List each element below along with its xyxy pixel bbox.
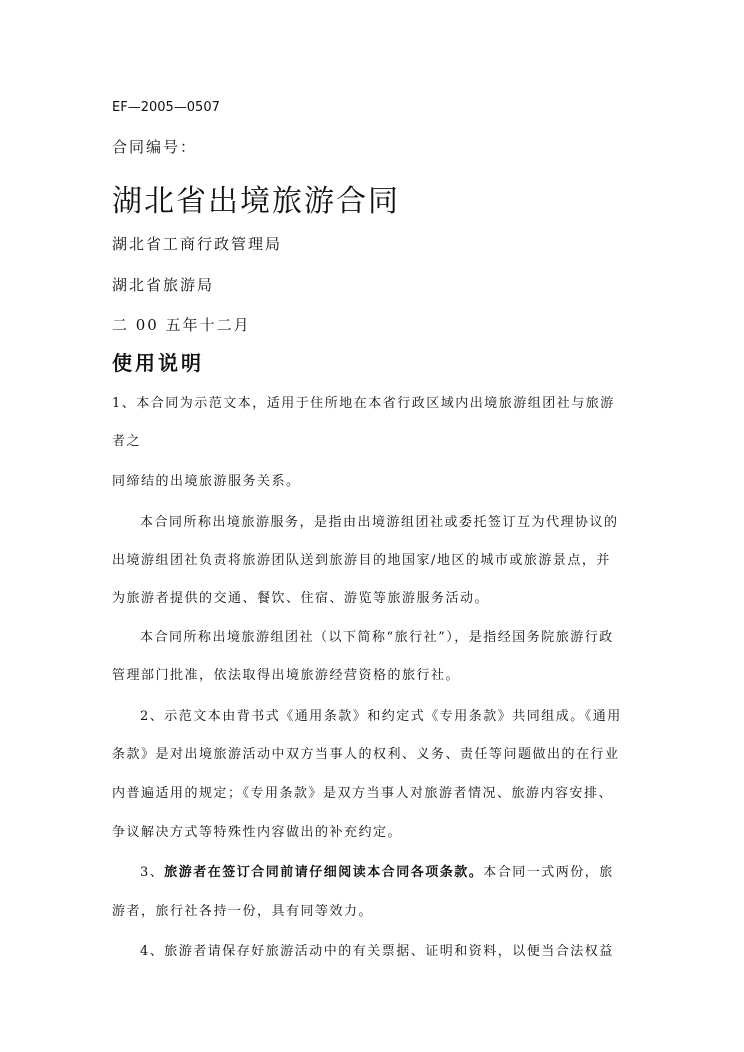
paragraph-line: 4、旅游者请保存好旅游活动中的有关票据、证明和资料，以便当合法权益 [140, 944, 614, 959]
document-code: EF—2005—0507 [112, 100, 220, 115]
bold-notice: 旅游者在签订合同前请仔细阅读本合同各项条款。 [164, 865, 484, 880]
paragraph-line: 管理部门批准，依法取得出境旅游经营资格的旅行社。 [112, 668, 461, 683]
issuer-industry-commerce: 湖北省工商行政管理局 [112, 235, 283, 253]
paragraph-line: 条款》是对出境旅游活动中双方当事人的权利、义务、责任等问题做出的在行业 [112, 747, 620, 762]
paragraph-line: 本合同所称出境旅游组团社（以下简称“旅行社”），是指经国务院旅游行政 [140, 630, 614, 645]
paragraph-line: 出境游组团社负责将旅游团队送到旅游目的地国家/地区的城市或旅游景点，并 [112, 553, 611, 568]
document-title: 湖北省出境旅游合同 [112, 184, 400, 219]
clause-text: 本合同一式两份，旅 [483, 865, 614, 880]
paragraph-line: 为旅游者提供的交通、餐饮、住宿、游览等旅游服务活动。 [112, 591, 490, 606]
issue-date: 二 00 五年十二月 [112, 316, 251, 334]
paragraph-line: 内普遍适用的规定；《专用条款》是双方当事人对旅游者情况、旅游内容安排、 [112, 786, 614, 801]
paragraph-line: 2、示范文本由背书式《通用条款》和约定式《专用条款》共同组成。《通用 [140, 709, 622, 724]
paragraph-line [140, 861, 614, 880]
paragraph-line: 1、本合同为示范文本，适用于住所地在本省行政区域内出境旅游组团社与旅游 [112, 396, 615, 411]
clause-number: 3、 [140, 865, 165, 880]
usage-heading: 使用说明 [112, 351, 204, 375]
paragraph-line: 本合同所称出境旅游服务，是指由出境游组团社或委托签订互为代理协议的 [140, 515, 619, 530]
paragraph-line: 同缔结的出境旅游服务关系。 [112, 474, 301, 489]
paragraph-line: 者之 [112, 434, 142, 449]
paragraph-line: 争议解决方式等特殊性内容做出的补充约定。 [112, 825, 403, 840]
paragraph-line: 游者，旅行社各持一份，具有同等效力。 [112, 904, 374, 919]
contract-number-label: 合同编号： [112, 138, 198, 156]
issuer-tourism: 湖北省旅游局 [112, 276, 215, 294]
